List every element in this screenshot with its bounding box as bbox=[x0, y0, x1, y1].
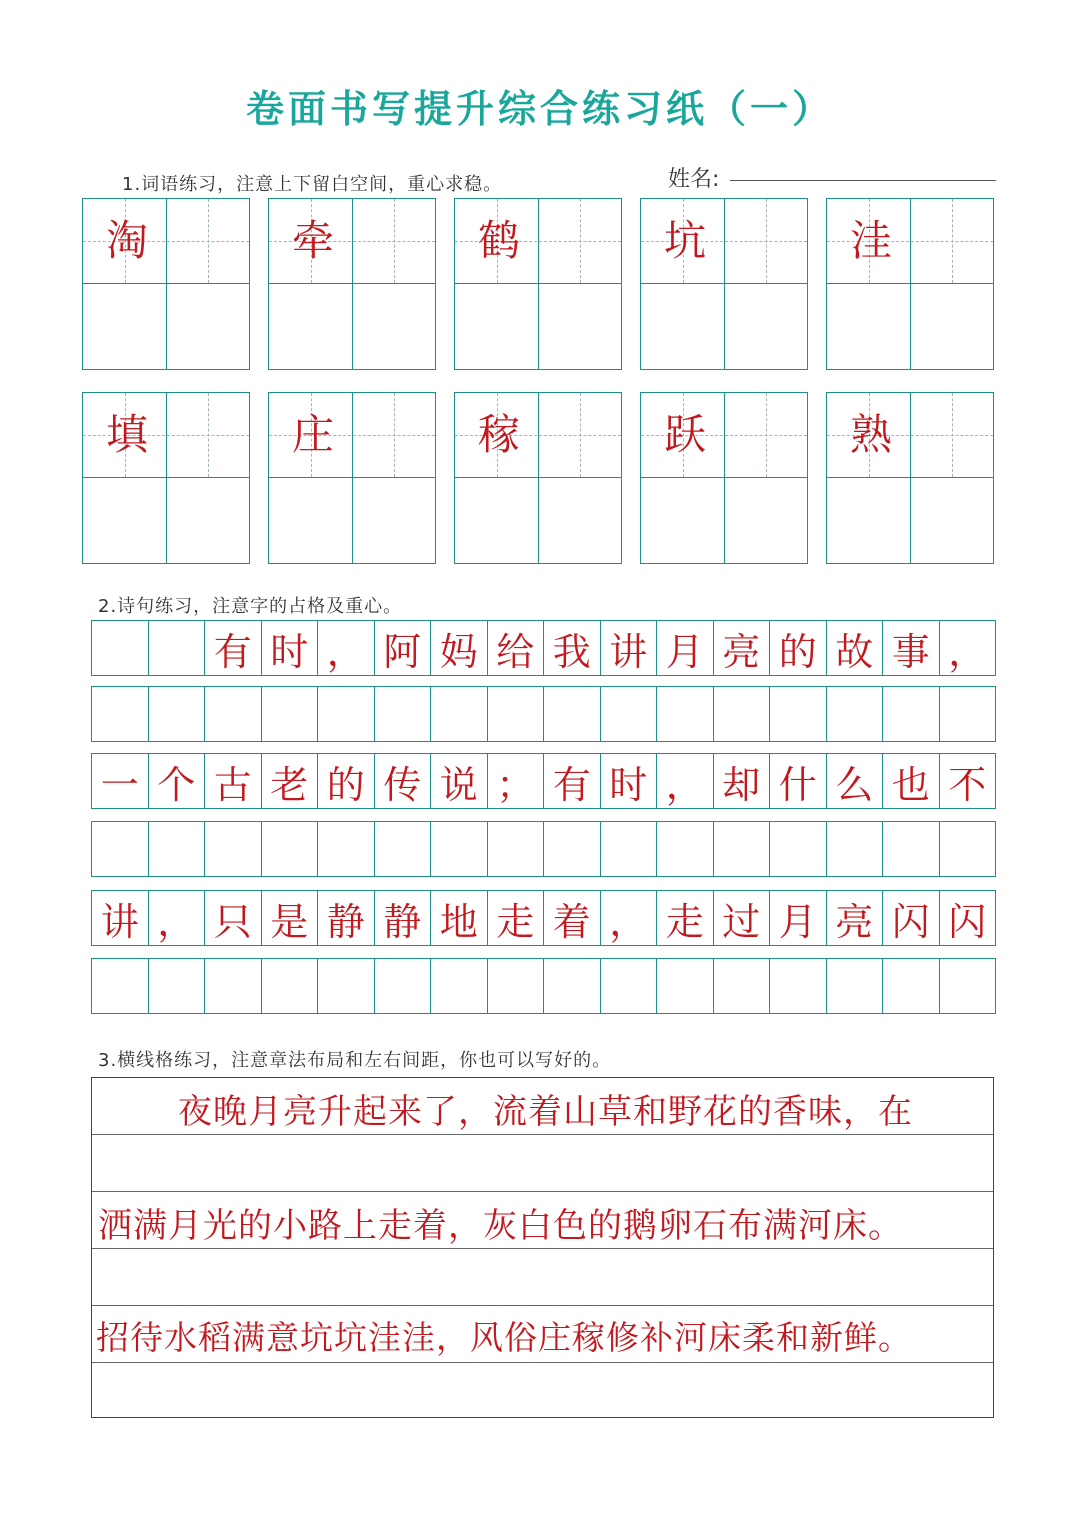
tianzige-box[interactable] bbox=[454, 392, 622, 564]
tianzige-box[interactable] bbox=[454, 198, 622, 370]
grid-cell[interactable] bbox=[827, 822, 884, 876]
grid-cell[interactable]: 只 bbox=[205, 891, 262, 945]
grid-cell[interactable]: 闪 bbox=[883, 891, 940, 945]
grid-cell[interactable]: 古 bbox=[205, 754, 262, 808]
grid-cell[interactable]: ， bbox=[601, 891, 658, 945]
grid-cell[interactable]: 妈 bbox=[431, 621, 488, 675]
grid-cell[interactable] bbox=[714, 687, 771, 741]
grid-cell[interactable]: 的 bbox=[318, 754, 375, 808]
grid-cell[interactable]: 静 bbox=[375, 891, 432, 945]
lined-text-line: 夜晚月亮升起来了，流着山草和野花的香味，在 bbox=[178, 1092, 913, 1132]
grid-cell[interactable] bbox=[883, 687, 940, 741]
grid-cell[interactable] bbox=[488, 687, 545, 741]
grid-cell[interactable] bbox=[601, 687, 658, 741]
grid-cell[interactable]: 亮 bbox=[827, 891, 884, 945]
grid-cell[interactable] bbox=[262, 687, 319, 741]
grid-cell[interactable] bbox=[431, 687, 488, 741]
grid-cell[interactable]: 不 bbox=[940, 754, 997, 808]
grid-cell[interactable]: 讲 bbox=[92, 891, 149, 945]
lined-writing-area[interactable] bbox=[91, 1077, 994, 1418]
poem-grid-row-empty bbox=[91, 821, 996, 877]
grid-cell[interactable] bbox=[375, 959, 432, 1013]
grid-cell[interactable] bbox=[544, 822, 601, 876]
grid-cell[interactable] bbox=[318, 687, 375, 741]
grid-cell[interactable]: 说 bbox=[431, 754, 488, 808]
lined-text-line: 洒满月光的小路上走着，灰白色的鹅卵石布满河床。 bbox=[98, 1206, 903, 1246]
grid-cell[interactable] bbox=[827, 687, 884, 741]
practice-char: 坑 bbox=[663, 216, 706, 265]
grid-cell[interactable]: 着 bbox=[544, 891, 601, 945]
tianzige-box[interactable] bbox=[640, 392, 808, 564]
poem-grid-row-empty bbox=[91, 686, 996, 742]
grid-cell[interactable]: ； bbox=[488, 754, 545, 808]
name-label: 姓名: bbox=[668, 167, 720, 192]
grid-cell[interactable] bbox=[92, 959, 149, 1013]
grid-cell[interactable] bbox=[488, 822, 545, 876]
grid-cell[interactable]: 有 bbox=[205, 621, 262, 675]
grid-cell[interactable] bbox=[940, 822, 997, 876]
grid-cell[interactable] bbox=[149, 822, 206, 876]
practice-char: 鹤 bbox=[477, 216, 520, 265]
grid-cell[interactable] bbox=[544, 687, 601, 741]
grid-cell[interactable]: 给 bbox=[488, 621, 545, 675]
grid-cell[interactable]: 却 bbox=[714, 754, 771, 808]
grid-cell[interactable] bbox=[544, 959, 601, 1013]
grid-cell[interactable]: 地 bbox=[431, 891, 488, 945]
tianzige-box[interactable] bbox=[826, 392, 994, 564]
grid-cell[interactable]: 阿 bbox=[375, 621, 432, 675]
grid-cell[interactable]: 月 bbox=[657, 621, 714, 675]
grid-cell[interactable]: 月 bbox=[770, 891, 827, 945]
grid-cell[interactable]: 过 bbox=[714, 891, 771, 945]
grid-cell[interactable]: 我 bbox=[544, 621, 601, 675]
section2-instruction: 2.诗句练习，注意字的占格及重心。 bbox=[98, 596, 403, 617]
grid-cell[interactable] bbox=[770, 687, 827, 741]
practice-char: 淘 bbox=[105, 216, 148, 265]
practice-char: 庄 bbox=[291, 410, 334, 459]
grid-cell[interactable]: 么 bbox=[827, 754, 884, 808]
grid-cell[interactable] bbox=[262, 822, 319, 876]
practice-char: 跃 bbox=[663, 410, 706, 459]
grid-cell[interactable]: 时 bbox=[262, 621, 319, 675]
poem-grid-row bbox=[91, 890, 996, 946]
page-title: 卷面书写提升综合练习纸（一） bbox=[245, 86, 834, 131]
grid-cell[interactable]: 是 bbox=[262, 891, 319, 945]
grid-cell[interactable] bbox=[770, 959, 827, 1013]
tianzige-box[interactable] bbox=[82, 392, 250, 564]
practice-char: 牵 bbox=[291, 216, 334, 265]
grid-cell[interactable]: 事 bbox=[883, 621, 940, 675]
practice-char: 稼 bbox=[477, 410, 520, 459]
grid-cell[interactable] bbox=[205, 959, 262, 1013]
grid-cell[interactable]: ， bbox=[657, 754, 714, 808]
tianzige-box[interactable] bbox=[826, 198, 994, 370]
tianzige-box[interactable] bbox=[268, 392, 436, 564]
grid-cell[interactable] bbox=[375, 822, 432, 876]
grid-cell[interactable]: 故 bbox=[827, 621, 884, 675]
grid-cell[interactable]: 静 bbox=[318, 891, 375, 945]
grid-cell[interactable] bbox=[883, 959, 940, 1013]
grid-cell[interactable]: 亮 bbox=[714, 621, 771, 675]
grid-cell[interactable] bbox=[770, 822, 827, 876]
grid-cell[interactable] bbox=[431, 822, 488, 876]
grid-cell[interactable] bbox=[714, 822, 771, 876]
grid-cell[interactable]: 时 bbox=[601, 754, 658, 808]
grid-cell[interactable]: 走 bbox=[488, 891, 545, 945]
grid-cell[interactable] bbox=[488, 959, 545, 1013]
lined-text-line: 招待水稻满意坑坑洼洼，风俗庄稼修补河床柔和新鲜。 bbox=[96, 1318, 912, 1357]
poem-grid-row bbox=[91, 753, 996, 809]
poem-grid-row bbox=[91, 620, 996, 676]
grid-cell[interactable] bbox=[92, 687, 149, 741]
grid-cell[interactable] bbox=[318, 822, 375, 876]
grid-cell[interactable]: 一 bbox=[92, 754, 149, 808]
grid-cell[interactable] bbox=[205, 687, 262, 741]
grid-cell[interactable] bbox=[883, 822, 940, 876]
grid-cell[interactable] bbox=[318, 959, 375, 1013]
grid-cell[interactable]: 有 bbox=[544, 754, 601, 808]
grid-cell[interactable]: 什 bbox=[770, 754, 827, 808]
grid-cell[interactable]: 也 bbox=[883, 754, 940, 808]
grid-cell[interactable] bbox=[714, 959, 771, 1013]
grid-cell[interactable] bbox=[657, 687, 714, 741]
grid-cell[interactable]: 走 bbox=[657, 891, 714, 945]
section1-instruction: 1.词语练习，注意上下留白空间，重心求稳。 bbox=[122, 174, 503, 195]
section3-instruction: 3.横线格练习，注意章法布局和左右间距，你也可以写好的。 bbox=[98, 1050, 612, 1071]
grid-cell[interactable] bbox=[601, 822, 658, 876]
grid-cell[interactable] bbox=[205, 822, 262, 876]
grid-cell[interactable] bbox=[149, 959, 206, 1013]
grid-cell[interactable] bbox=[940, 959, 997, 1013]
grid-cell[interactable]: 老 bbox=[262, 754, 319, 808]
practice-char: 填 bbox=[105, 410, 148, 459]
practice-char: 洼 bbox=[849, 216, 892, 265]
grid-cell[interactable]: ， bbox=[149, 891, 206, 945]
tianzige-box[interactable] bbox=[640, 198, 808, 370]
grid-cell[interactable] bbox=[657, 959, 714, 1013]
tianzige-box[interactable] bbox=[82, 198, 250, 370]
grid-cell[interactable] bbox=[940, 687, 997, 741]
grid-cell[interactable] bbox=[262, 959, 319, 1013]
grid-cell[interactable] bbox=[375, 687, 432, 741]
grid-cell[interactable]: ， bbox=[940, 621, 997, 675]
grid-cell[interactable] bbox=[92, 621, 149, 675]
grid-cell[interactable]: ， bbox=[318, 621, 375, 675]
grid-cell[interactable]: 传 bbox=[375, 754, 432, 808]
grid-cell[interactable] bbox=[149, 621, 206, 675]
practice-char: 熟 bbox=[849, 410, 892, 459]
grid-cell[interactable] bbox=[149, 687, 206, 741]
grid-cell[interactable]: 个 bbox=[149, 754, 206, 808]
tianzige-box[interactable] bbox=[268, 198, 436, 370]
grid-cell[interactable]: 讲 bbox=[601, 621, 658, 675]
grid-cell[interactable] bbox=[431, 959, 488, 1013]
grid-cell[interactable]: 的 bbox=[770, 621, 827, 675]
grid-cell[interactable] bbox=[827, 959, 884, 1013]
grid-cell[interactable] bbox=[601, 959, 658, 1013]
name-input-line[interactable] bbox=[730, 180, 996, 181]
poem-grid-row-empty bbox=[91, 958, 996, 1014]
grid-cell[interactable]: 闪 bbox=[940, 891, 997, 945]
grid-cell[interactable] bbox=[92, 822, 149, 876]
grid-cell[interactable] bbox=[657, 822, 714, 876]
